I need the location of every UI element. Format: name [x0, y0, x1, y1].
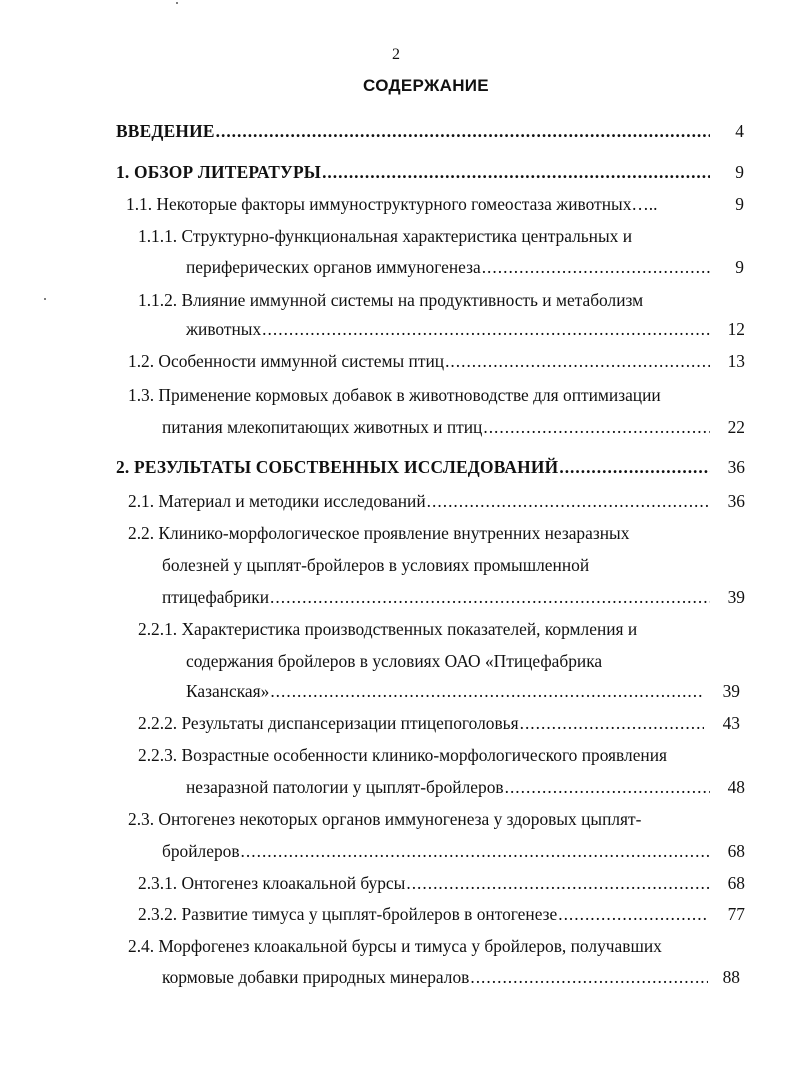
toc-page-number: 9 — [735, 194, 744, 214]
toc-entry-1-2 — [128, 350, 710, 372]
toc-entry-2-2-3-cont — [186, 776, 710, 798]
toc-entry-2-2-1-cont2 — [186, 680, 704, 702]
dot-leader — [520, 712, 704, 734]
toc-entry-title: 2. РЕЗУЛЬТАТЫ СОБСТВЕННЫХ ИССЛЕДОВАНИЙ — [116, 457, 559, 477]
dot-leader — [445, 350, 710, 372]
toc-page-number: 22 — [727, 417, 745, 437]
toc-entry-2-2-cont: болезней у цыплят-бройлеров в условиях промышленной — [162, 555, 590, 575]
dot-leader — [406, 872, 710, 894]
toc-entry-1-1-1: 1.1.1. Структурно-функциональная характеристика центральных и — [138, 226, 633, 246]
dot-leader — [559, 456, 710, 478]
toc-page-number: 88 — [722, 967, 740, 987]
toc-entry-2-2-2 — [138, 712, 704, 734]
toc-entry-1-3: 1.3. Применение кормовых добавок в животноводстве для оптимизации — [128, 385, 661, 405]
toc-entry-1-3-cont — [162, 416, 710, 438]
toc-entry-2-1 — [128, 490, 710, 512]
toc-page-number: 36 — [727, 491, 745, 511]
toc-entry-2-4: 2.4. Морфогенез клоакальной бурсы и тимуса у бройлеров, получавших — [128, 936, 662, 956]
toc-entry-introduction — [116, 120, 710, 142]
page-title: СОДЕРЖАНИЕ — [363, 76, 489, 95]
scan-speck — [176, 2, 178, 4]
toc-entry-title: 2.3.1. Онтогенез клоакальной бурсы — [138, 873, 406, 893]
toc-entry-literature-review — [116, 161, 710, 183]
dot-leader — [483, 416, 710, 438]
toc-entry-title: Казанская» — [186, 681, 270, 701]
dot-leader — [427, 490, 710, 512]
toc-page-number: 68 — [727, 841, 745, 861]
dot-leader — [262, 318, 710, 340]
toc-page-number: 12 — [727, 319, 745, 339]
toc-entry-title: 2.2.2. Результаты диспансеризации птицепоголовья — [138, 713, 519, 733]
toc-page-number: 48 — [727, 777, 745, 797]
scan-speck — [44, 298, 46, 300]
page-number: 2 — [392, 46, 400, 63]
dot-leader — [270, 586, 710, 608]
toc-entry-results — [116, 456, 710, 478]
toc-page-number: 43 — [722, 713, 740, 733]
toc-page-number: 36 — [727, 457, 745, 477]
dot-leader — [216, 120, 710, 142]
dot-leader — [482, 256, 710, 278]
toc-entry-title: 2.1. Материал и методики исследований — [128, 491, 426, 511]
toc-entry-1-1-2: 1.1.2. Влияние иммунной системы на продуктивность и метаболизм — [138, 290, 644, 310]
toc-entry-2-3: 2.3. Онтогенез некоторых органов иммуногенеза у здоровых цыплят- — [128, 809, 642, 829]
toc-entry-2-2-1-cont: содержания бройлеров в условиях ОАО «Птицефабрика — [186, 651, 603, 671]
toc-page-number: 4 — [735, 121, 744, 141]
toc-entry-2-4-cont — [162, 966, 708, 988]
toc-entry-title: 1.2. Особенности иммунной системы птиц — [128, 351, 445, 371]
toc-entry-1-1: 1.1. Некоторые факторы иммуноструктурного гомеостаза животных….. — [126, 194, 658, 214]
toc-page-number: 39 — [727, 587, 745, 607]
toc-entry-2-3-cont — [162, 840, 710, 862]
toc-entry-2-3-1 — [138, 872, 710, 894]
toc-entry-title: питания млекопитающих животных и птиц — [162, 417, 483, 437]
dot-leader — [470, 966, 708, 988]
toc-entry-1-1-2-cont — [186, 318, 710, 340]
toc-entry-title: птицефабрики — [162, 587, 270, 607]
toc-entry-2-2-1: 2.2.1. Характеристика производственных показателей, кормления и — [138, 619, 638, 639]
dot-leader — [270, 680, 704, 702]
toc-entry-title: 2.3.2. Развитие тимуса у цыплят-бройлеров в онтогенезе — [138, 904, 558, 924]
toc-entry-2-2-3: 2.2.3. Возрастные особенности клинико-морфологического проявления — [138, 745, 668, 765]
toc-page-number: 13 — [727, 351, 745, 371]
toc-entry-title: животных — [186, 319, 262, 339]
toc-entry-title: ВВЕДЕНИЕ — [116, 121, 215, 141]
toc-entry-2-2: 2.2. Клинико-морфологическое проявление внутренних незаразных — [128, 523, 630, 543]
dot-leader — [505, 776, 710, 798]
toc-entry-title: кормовые добавки природных минералов — [162, 967, 470, 987]
dot-leader — [241, 840, 710, 862]
toc-entry-1-1-1-cont — [186, 256, 710, 278]
toc-entry-2-2-cont2 — [162, 586, 710, 608]
dot-leader — [322, 161, 710, 183]
toc-entry-title: бройлеров — [162, 841, 240, 861]
toc-page-number: 68 — [727, 873, 745, 893]
toc-entry-title: периферических органов иммуногенеза — [186, 257, 481, 277]
toc-page-number: 39 — [722, 681, 740, 701]
toc-page-number: 9 — [735, 162, 744, 182]
toc-entry-title: 1. ОБЗОР ЛИТЕРАТУРЫ — [116, 162, 322, 182]
toc-entry-2-3-2 — [138, 903, 706, 925]
dot-leader — [558, 903, 706, 925]
toc-entry-title: незаразной патологии у цыплят-бройлеров — [186, 777, 504, 797]
toc-page-number: 77 — [727, 904, 745, 924]
toc-page-number: 9 — [735, 257, 744, 277]
